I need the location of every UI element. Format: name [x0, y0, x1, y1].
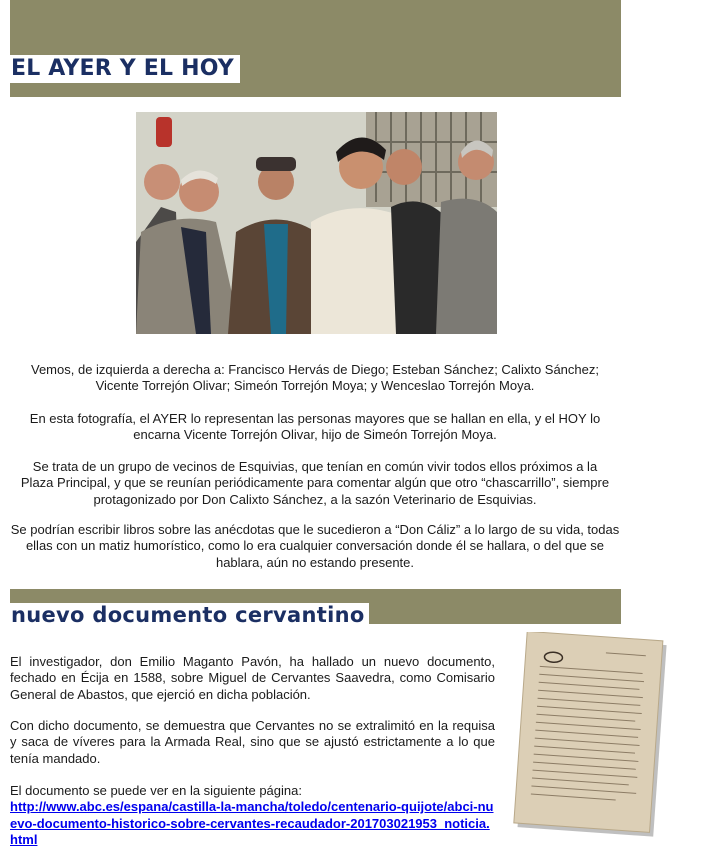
paragraph-investigador: El investigador, don Emilio Maganto Pavón, ha hallado un nuevo documento, fechado en Écija en 1588, sobre Miguel de Cervantes Saavedra, como Comisario General de Abastos, que ejerció en dicha población.	[10, 654, 495, 702]
section-title-documento: nuevo documento cervantino	[10, 603, 369, 628]
paragraph-ayer-hoy: En esta fotografía, el AYER lo representan las personas mayores que se hallan en ella, y el HOY lo encarna Vicente Torrejón Olivar, hijo de Simeón Torrejón Moya.	[29, 411, 601, 443]
historic-document-image	[510, 632, 670, 842]
photo-caption: Vemos, de izquierda a derecha a: Francisco Hervás de Diego; Esteban Sánchez; Calixto Sánchez; Vicente Torrejón Olivar; Simeón Torrejón Moya; y Wenceslao Torrejón Moya.	[31, 362, 599, 394]
group-photo-image	[136, 112, 497, 334]
paragraph-link-intro	[10, 783, 495, 848]
group-photo	[136, 112, 497, 334]
section-title-ayer-hoy: EL AYER Y EL HOY	[10, 55, 240, 83]
paragraph-vecinos: Se trata de un grupo de vecinos de Esquivias, que tenían en común vivir todos ellos próximos a la Plaza Principal, y que se reunían periódicamente para comentar algún que otro “chascarrillo”, siempre protagonizado por Don Calixto Sánchez, a la sazón Veterinario de Esquivias.	[20, 459, 610, 507]
link-intro-text: El documento se puede ver en la siguiente página:	[10, 783, 302, 798]
document-scan	[510, 632, 670, 842]
document-link[interactable]: http://www.abc.es/espana/castilla-la-mancha/toledo/centenario-quijote/abci-nuevo-documento-historico-sobre-cervantes-recaudador-201703021953_noticia.html	[10, 799, 494, 847]
paragraph-demuestra: Con dicho documento, se demuestra que Cervantes no se extralimitó en la requisa y saca de víveres para la Armada Real, sino que se ajustó estrictamente a lo que tenía mandado.	[10, 718, 495, 766]
paragraph-anecdotas: Se podrían escribir libros sobre las anécdotas que le sucedieron a “Don Cáliz” a lo largo de su vida, todas ellas con un matiz humorístico, como lo era cualquier conversación donde él se hallara, o del que se hablara, aún no estando presente.	[10, 522, 620, 570]
